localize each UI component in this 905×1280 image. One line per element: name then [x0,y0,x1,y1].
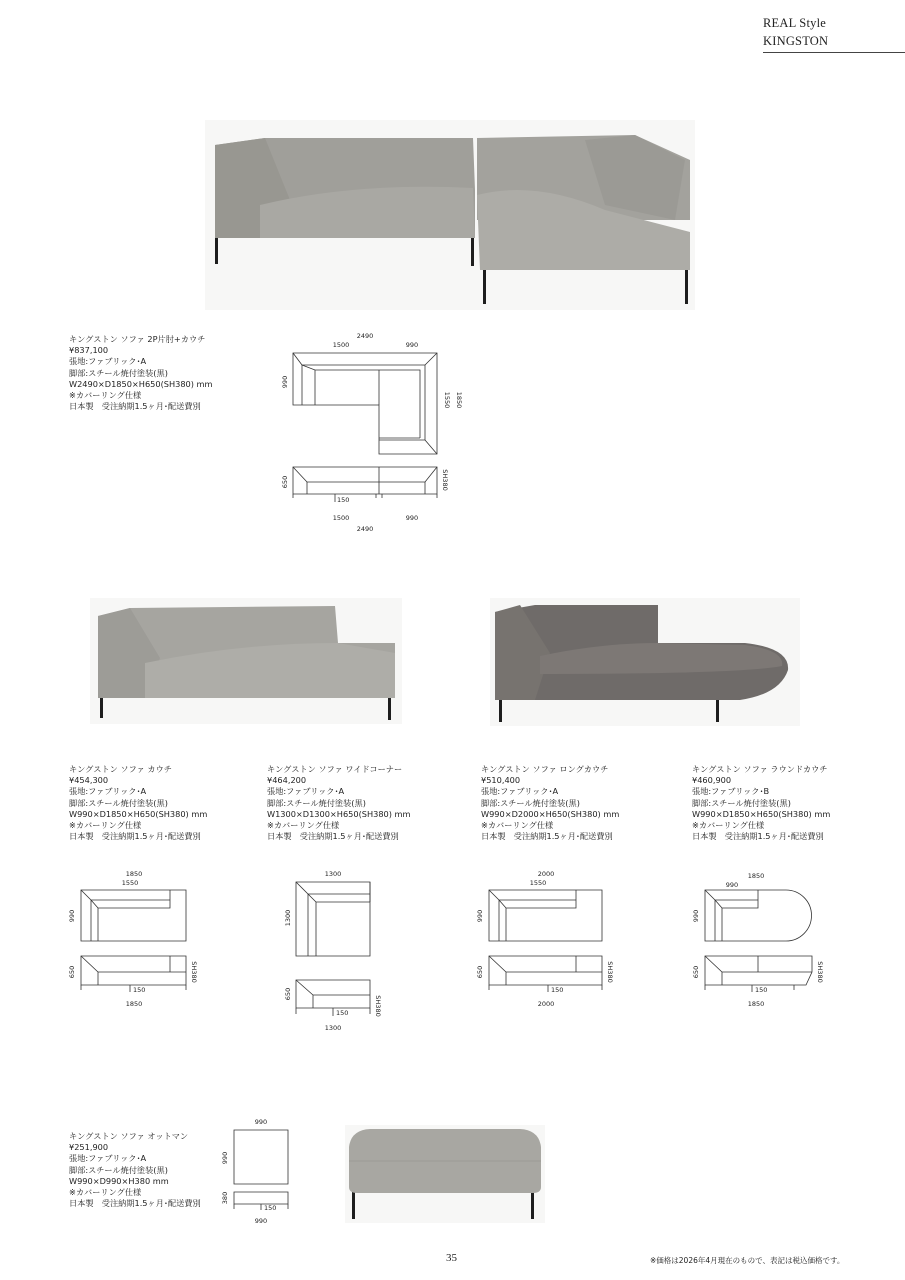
dim-height: 650 [692,965,700,979]
product-price: ¥454,300 [69,775,109,786]
product-cover: ※カバーリング仕様 [69,819,142,830]
product-name: キングストン ソファ オットマン [69,1131,189,1141]
dim-height: 650 [284,987,292,1001]
product-size: W990×D1850×H650(SH380) mm [69,808,208,819]
sofa-long-couch-photo [490,598,800,726]
dim-elev-width: 1300 [324,1024,342,1032]
dim-seat-width: 1550 [121,879,139,887]
header-rule [763,52,905,53]
product-price: ¥251,900 [69,1142,109,1153]
dim-back-width: 990 [725,881,739,889]
spec-round-couch [692,764,830,842]
dim-depth: 990 [68,909,76,923]
dim-leg-150: 150 [337,496,350,504]
dim-elev-left: 1500 [332,514,350,522]
dim-height-650: 650 [281,475,289,489]
product-fabric: 張地:ファブリック･A [69,786,147,797]
dim-height: 380 [221,1191,229,1205]
product-price: ¥837,100 [69,345,109,356]
dim-depth-1550: 1550 [443,391,451,409]
product-legs: 脚部:スチール焼付塗装(黒) [69,367,168,378]
dim-depth: 1300 [284,909,292,927]
page-number: 35 [446,1252,457,1264]
product-legs: 脚部:スチール焼付塗装(黒) [692,797,791,808]
product-name: キングストン ソファ ワイドコーナー [267,764,403,774]
product-fabric: 張地:ファブリック･A [267,786,345,797]
corner-sofa-drawing [275,330,465,535]
product-price: ¥510,400 [481,775,521,786]
dim-depth-1850: 1850 [455,391,463,409]
wide-corner-drawing [278,868,388,1033]
dim-depth: 990 [221,1151,229,1165]
product-origin: 日本製 受注納期1.5ヶ月･配送費別 [69,1198,201,1209]
spec-corner-sofa [69,334,213,412]
product-name: キングストン ソファ ラウンドカウチ [692,764,828,774]
brand-style: REAL Style [763,16,826,30]
product-cover: ※カバーリング仕様 [267,819,340,830]
product-origin: 日本製 受注納期1.5ヶ月･配送費別 [692,831,824,842]
product-size: W990×D990×H380 mm [69,1175,169,1186]
product-size: W2490×D1850×H650(SH380) mm [69,378,213,389]
product-size: W990×D1850×H650(SH380) mm [692,808,831,819]
product-size: W1300×D1300×H650(SH380) mm [267,808,411,819]
product-name: キングストン ソファ 2P片肘+カウチ [69,334,206,344]
product-legs: 脚部:スチール焼付塗装(黒) [69,797,168,808]
product-origin: 日本製 受注納期1.5ヶ月･配送費別 [481,831,613,842]
ottoman-photo [345,1125,545,1223]
dim-leg: 150 [133,986,146,994]
dim-seat-height: SH380 [190,961,198,983]
product-cover: ※カバーリング仕様 [481,819,554,830]
long-couch-drawing [470,868,620,1013]
product-fabric: 張地:ファブリック･A [69,1153,147,1164]
dim-width: 1300 [324,870,342,878]
brand-series: KINGSTON [763,34,829,48]
dim-seat-height: SH380 [606,961,614,983]
product-origin: 日本製 受注納期1.5ヶ月･配送費別 [69,401,201,412]
dim-width: 1850 [125,870,143,878]
dim-width: 990 [254,1118,268,1126]
dim-leg: 150 [336,1009,349,1017]
dim-height: 650 [68,965,76,979]
sofa-corner-photo [205,120,695,310]
ottoman-drawing [215,1112,300,1230]
dim-height: 650 [476,965,484,979]
dim-width: 1850 [747,872,765,880]
spec-wide-corner [267,764,411,842]
dim-leg: 150 [755,986,768,994]
dim-depth: 990 [476,909,484,923]
spec-couch [69,764,207,842]
sofa-couch-photo [90,598,402,724]
dim-elev-width: 2000 [537,1000,555,1008]
round-couch-drawing [686,868,836,1013]
dim-elev-width: 990 [254,1217,268,1225]
product-name: キングストン ソファ ロングカウチ [481,764,609,774]
product-legs: 脚部:スチール焼付塗装(黒) [69,1164,168,1175]
product-price: ¥460,900 [692,775,732,786]
dim-width: 2000 [537,870,555,878]
couch-drawing [62,868,207,1013]
product-name: キングストン ソファ カウチ [69,764,172,774]
product-size: W990×D2000×H650(SH380) mm [481,808,620,819]
dim-elev-width: 1850 [125,1000,143,1008]
spec-long-couch [481,764,619,842]
product-legs: 脚部:スチール焼付塗装(黒) [481,797,580,808]
product-origin: 日本製 受注納期1.5ヶ月･配送費別 [267,831,399,842]
dim-seat-width: 1550 [529,879,547,887]
price-note: ※価格は2026年4月現在のもので、表記は税込価格です。 [650,1256,845,1265]
dim-right-width: 990 [405,341,419,349]
product-fabric: 張地:ファブリック･B [692,786,770,797]
dim-elev-width: 1850 [747,1000,765,1008]
dim-seat-height: SH380 [816,961,824,983]
dim-depth: 990 [692,909,700,923]
product-cover: ※カバーリング仕様 [69,1186,142,1197]
product-origin: 日本製 受注納期1.5ヶ月･配送費別 [69,831,201,842]
product-price: ¥464,200 [267,775,307,786]
dim-elev-total: 2490 [356,525,374,533]
product-fabric: 張地:ファブリック･A [69,356,147,367]
dim-left-width: 1500 [332,341,350,349]
dim-seat-height: SH380 [374,995,382,1017]
dim-leg: 150 [551,986,564,994]
product-cover: ※カバーリング仕様 [692,819,765,830]
product-legs: 脚部:スチール焼付塗装(黒) [267,797,366,808]
dim-total-width: 2490 [356,332,374,340]
product-fabric: 張地:ファブリック･A [481,786,559,797]
spec-ottoman [69,1131,201,1209]
dim-elev-right: 990 [405,514,419,522]
dim-seat-height: SH380 [441,469,449,491]
dim-left-depth: 990 [281,375,289,389]
product-cover: ※カバーリング仕様 [69,389,142,400]
dim-leg: 150 [264,1204,277,1212]
